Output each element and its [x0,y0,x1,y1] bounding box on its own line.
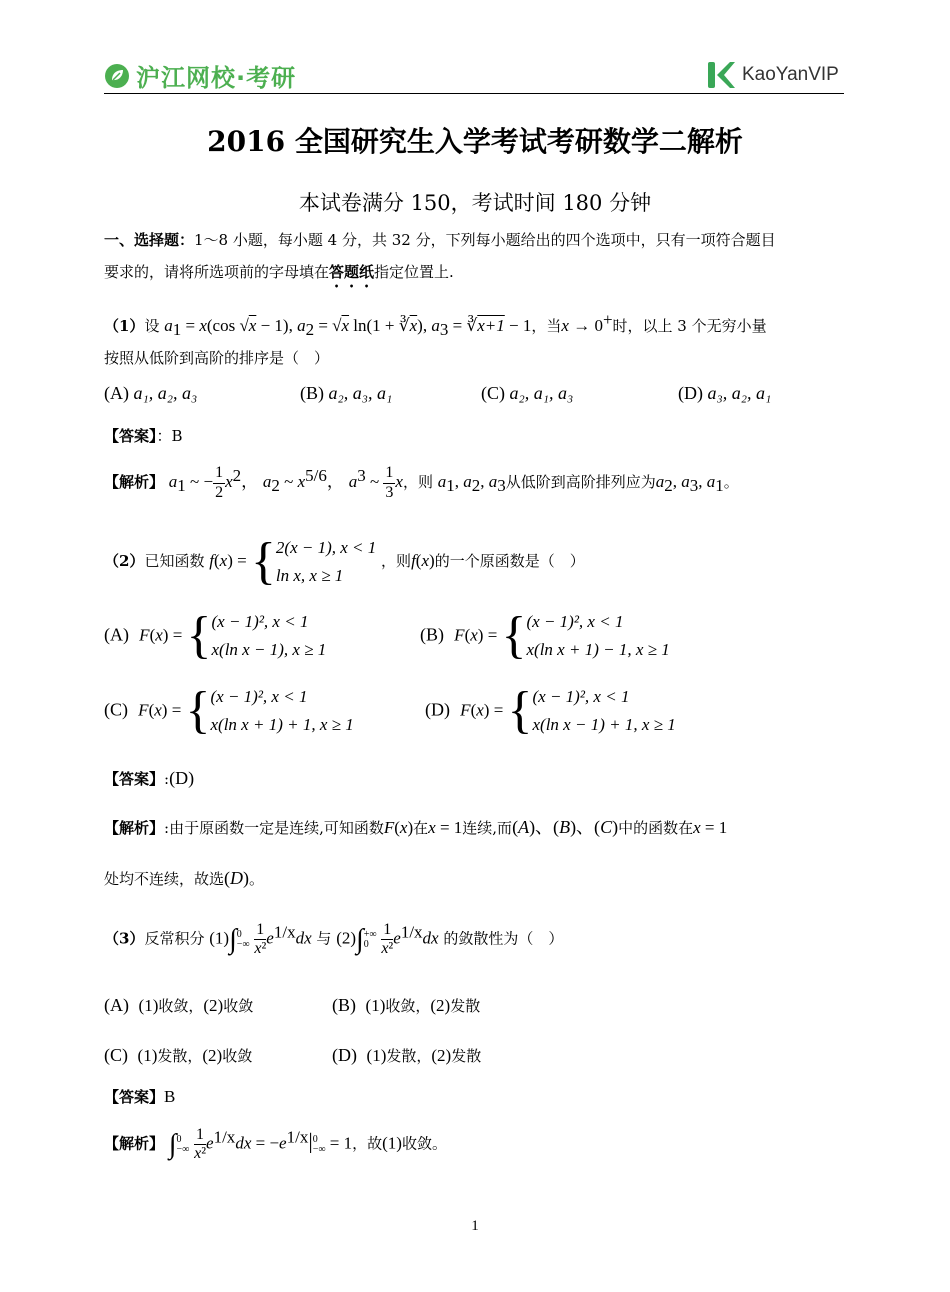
q2-mid: ，则 [381,552,412,570]
q3-option-a[interactable]: (A) (1)收敛，(2)收敛 [104,995,254,1015]
brand-left-text: 沪江网校·考研 [136,64,297,92]
q2-analysis-label: 【解析】 [104,819,165,837]
q2-option-a[interactable]: (A) F(x) = { (x − 1)², x < 1 x(ln x − 1), x ≥ 1 [104,607,327,664]
q3-analysis: 【解析】 ∫ 0 −∞ $\frac{1}{\text{x²}}$ $e^{1/x}dx = -e^{1/x}|$ 0 −∞ = 1，故(1)收敛。 [104,1125,447,1163]
intro2a: 要求的，请将所选项前的字母填在 [104,263,330,281]
header-divider [104,93,844,94]
leaf-logo-icon [104,63,130,89]
q3-analysis-label: 【解析】 [104,1134,165,1153]
q2-analysis-4: 中的函数在 [618,819,694,837]
q2-answer-value: (D) [169,768,195,788]
section-intro-text: 1～8 小题，每小题 4 分，共 32 分，下列每小题给出的四个选项中，只有一项符合题目 [194,231,776,249]
page-number: 1 [471,1218,479,1234]
q3-pre: 反常积分 [144,929,205,948]
q2-stem: （2）已知函数 f(x) = { 2(x − 1), x < 1 ln x, x ≥ 1 ，则f(x)的一个原函数是（ ） [104,533,585,590]
intro2c: 指定位置上. [374,263,454,281]
q2-analysis-end: 。 [249,870,265,888]
q1-answer-label: 【答案】 [104,427,157,445]
q3-option-c[interactable]: (C) (1)发散，(2)收敛 [104,1045,253,1065]
q1-analysis-end: 。 [723,473,739,491]
q1-option-c[interactable]: (C) a₂, a₁, a₃ [481,383,574,403]
brand-right-text: KaoYanVIP [742,64,839,85]
q3-analysis-end: 收敛。 [401,1134,447,1153]
k-logo-icon [706,60,736,90]
q2-pre: 已知函数 [144,552,205,570]
q1-post2: 时，以上 3 个无穷小量 [612,317,767,335]
q1-pre: 设 [144,317,160,335]
section-intro-line2 [104,262,454,291]
q2-post: 的一个原函数是（ ） [434,552,585,570]
q1-post: ，当 [531,317,562,335]
section-intro [104,230,844,251]
q2-analysis-2: 在 [413,819,429,837]
answer-sheet-emphasis: 答题纸 [329,263,375,281]
q2-answer [104,766,194,791]
q1-answer [104,426,183,447]
page-title: 2016 全国研究生入学考试考研数学二解析 [207,125,743,158]
q2-option-d[interactable]: (D) F(x) = { (x − 1)², x < 1 x(ln x − 1) + 1, x ≥ 1 [425,682,676,739]
hujiang-logo [104,58,296,93]
q1-answer-value: ：B [156,427,183,445]
q3-option-b[interactable]: (B) (1)收敛，(2)发散 [332,995,481,1015]
q1-analysis-text2: 从低阶到高阶排列应为 [505,473,656,491]
q2-analysis: 【解析】:由于原函数一定是连续,可知函数F(x)在x = 1连续,而(A)、(B)、(C)中的函数在x = 1 [104,817,728,837]
q2-answer-label: 【答案】 [104,770,165,788]
q2-analysis-line2-text: 处均不连续，故选 [104,870,225,888]
q3-post: 的敛散性为（ ） [443,929,564,948]
q3-answer [104,1085,175,1109]
q1-option-a[interactable]: (A) a₁, a₂, a₃ [104,383,198,403]
q2-analysis-line2: 处均不连续，故选(D)。 [104,868,265,888]
q2-number: （2） [104,552,145,570]
q3-stem: （3）反常积分 (1)∫ 0 −∞ $\frac{1}{\text{x²}}$ $e^{1/x}dx$ 与 (2)∫ +∞ 0 $\frac{1}{\text{x²}}$ $e^{1/x}dx$ 的敛散性为（ ） [104,920,564,958]
page-subtitle: 本试卷满分 150，考试时间 180 分钟 [298,191,652,215]
q2-analysis-3: 连续,而 [462,819,513,837]
q1-stem-line2: 按照从低阶到高阶的排序是（ ） [104,349,330,367]
q2-option-c[interactable]: (C) F(x) = { (x − 1)², x < 1 x(ln x + 1) + 1, x ≥ 1 [104,682,354,739]
q3-answer-label: 【答案】 [104,1088,165,1106]
q2-analysis-1: :由于原函数一定是连续,可知函数 [164,819,384,837]
kaoyanvip-logo [706,60,839,90]
q1-option-b[interactable]: (B) a₂, a₃, a₁ [300,383,393,403]
q1-stem: （1）设 $a_1 = x(\cos$ √x − 1), $a_2 = √x$ $\ln(1 + ∛\overline{x})$, $a_3$ = ∛x+1 − 1，当x → 0+时，以上 3 个无穷小量 [104,310,767,339]
q3-analysis-post: ，故 [352,1134,383,1153]
q3-mid: 与 [316,929,332,948]
q1-number: （1） [104,317,145,335]
q3-option-d[interactable]: (D) (1)发散，(2)发散 [332,1045,482,1065]
q3-number: （3） [104,929,145,948]
q2-option-b[interactable]: (B) F(x) = { (x − 1)², x < 1 x(ln x + 1) − 1, x ≥ 1 [420,607,670,664]
section-label: 一、选择题： [104,231,195,249]
q1-analysis-label: 【解析】 [104,473,165,491]
q1-option-d[interactable]: (D) a₃, a₂, a₁ [678,383,772,403]
q1-analysis: 【解析】 $a_1$ ~ − $\frac{1}{2}$ $x^2$， $a_2$ ~ $x^{5/6}$， $a^3$ ~ $\frac{1}{3}$ x，则 $a_1$, $a_2$, $a_3$从低阶到高阶排列应为$a_2$, $a_3$, $a_1$。 [104,464,739,501]
q2-answer-colon: : [164,770,170,788]
q3-answer-value: B [164,1087,176,1106]
q1-analysis-text: ，则 [402,473,433,491]
